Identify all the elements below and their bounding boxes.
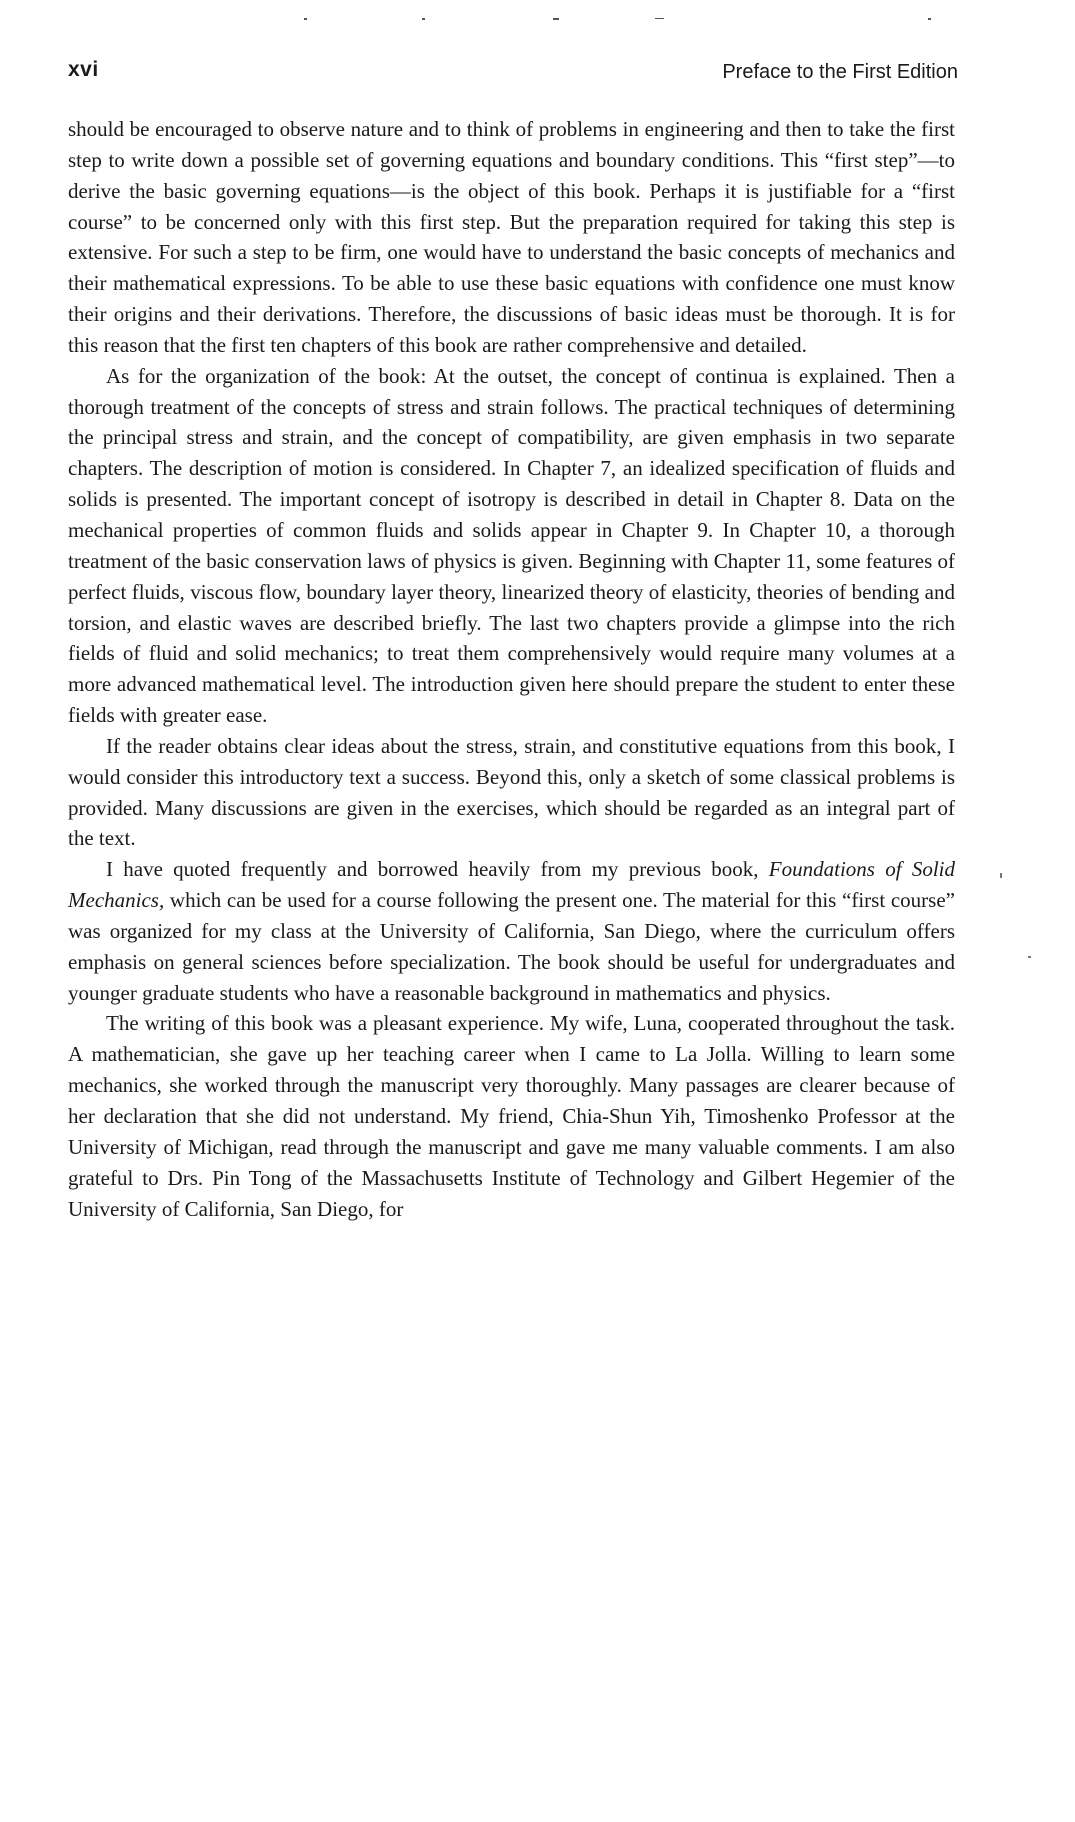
paragraph-text: which can be used for a course following the present one. The material for this “first course” was organized for my class at the University of California, San Diego, where the curriculum offers emphasis on general sciences before specialization. The book should be useful for undergraduates and younger graduate students who have a reasonable background in mathematics and physics. (68, 888, 955, 1005)
scan-mark (304, 18, 307, 20)
scan-mark (1000, 873, 1002, 878)
paragraph-text: I have quoted frequently and borrowed heavily from my previous book, (106, 857, 769, 882)
scan-mark (655, 18, 664, 19)
page-number: xvi (68, 58, 99, 81)
scan-mark (1028, 956, 1031, 958)
scan-mark (553, 18, 559, 20)
body-text (68, 114, 955, 1224)
paragraph: As for the organization of the book: At the outset, the concept of continua is explained. Then a thorough treatment of the concepts of stress and strain follows. The practical techniques of determining the principal stress and strain, and the concept of compatibility, are given emphasis in two separate chapters. The description of motion is considered. In Chapter 7, an idealized specification of fluids and solids is presented. The important concept of isotropy is described in detail in Chapter 8. Data on the mechanical properties of common fluids and solids appear in Chapter 9. In Chapter 10, a thorough treatment of the basic conservation laws of physics is given. Beginning with Chapter 11, some features of perfect fluids, viscous flow, boundary layer theory, linearized theory of elasticity, theories of bending and torsion, and elastic waves are described briefly. The last two chapters provide a glimpse into the rich fields of fluid and solid mechanics; to treat them comprehensively would require many volumes at a more advanced mathematical level. The introduction given here should prepare the student to enter these fields with greater ease. (68, 363, 955, 728)
page-header (68, 58, 958, 90)
paragraph (68, 854, 955, 1008)
paragraph: should be encouraged to observe nature and to think of problems in engineering and then to take the first step to write down a possible set of governing equations and boundary conditions. This “first step”—to derive the basic governing equations—is the object of this book. Perhaps it is justifiable for a “first course” to be concerned only with this first step. But the preparation required for taking this step is extensive. For such a step to be firm, one would have to understand the basic concepts of mechanics and their mathematical expressions. To be able to use these basic equations with confidence one must know their origins and their derivations. Therefore, the discussions of basic ideas must be thorough. It is for this reason that the first ten chapters of this book are rather comprehensive and detailed. (68, 117, 955, 357)
running-head: Preface to the First Edition (722, 61, 958, 83)
scan-mark (928, 18, 931, 20)
paragraph: The writing of this book was a pleasant experience. My wife, Luna, cooperated throughout the task. A mathematician, she gave up her teaching career when I came to La Jolla. Willing to learn some mechanics, she worked through the manuscript very thoroughly. Many passages are clearer because of her declaration that she did not understand. My friend, Chia-Shun Yih, Timoshenko Professor at the University of Michigan, read through the manuscript and gave me many valuable comments. I am also grateful to Drs. Pin Tong of the Massachusetts Institute of Technology and Gilbert Hegemier of the University of California, San Diego, for (68, 1011, 955, 1221)
book-title: Foundations of Solid Mechanics, (68, 857, 955, 913)
paragraph: If the reader obtains clear ideas about the stress, strain, and constitutive equations from this book, I would consider this introductory text a success. Beyond this, only a sketch of some classical problems is provided. Many discussions are given in the exercises, which should be regarded as an integral part of the text. (68, 733, 955, 851)
scan-marks (300, 14, 950, 24)
scan-mark (422, 18, 425, 20)
